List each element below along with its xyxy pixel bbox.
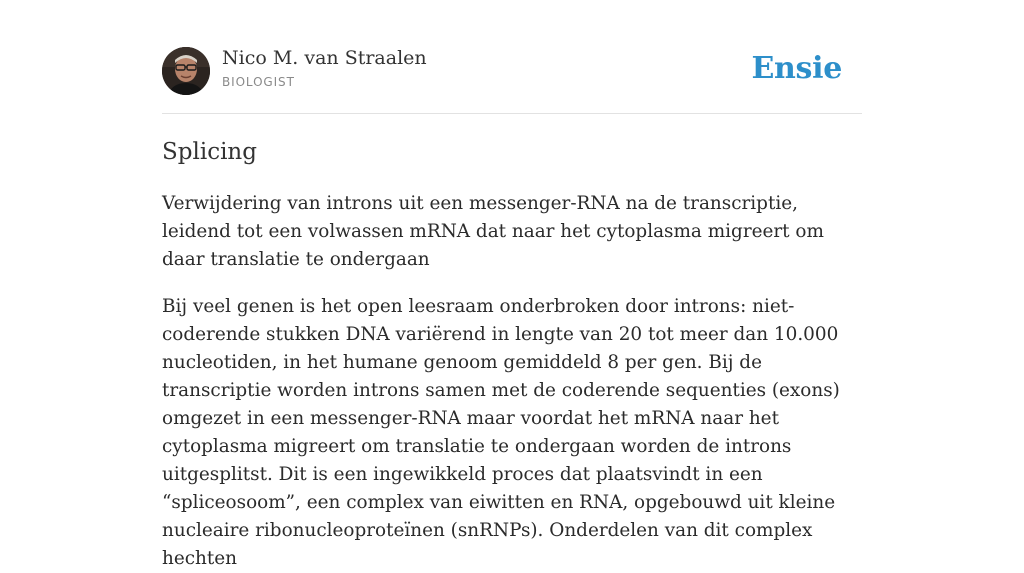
article-definition: Verwijdering van introns uit een messenger-RNA na de transcriptie, leidend tot een volwassen mRNA dat naar het cytoplasma migreert om daar translatie te ondergaan — [162, 193, 824, 270]
article-page — [162, 0, 862, 569]
author-avatar[interactable] — [162, 47, 210, 95]
avatar-photo — [162, 47, 210, 95]
author-header — [162, 0, 862, 114]
author-name[interactable]: Nico M. van Straalen — [222, 47, 427, 69]
article-body: Bij veel genen is het open leesraam onderbroken door introns: niet-coderende stukken DNA variërend in lengte van 20 tot meer dan 10.000 nucleotiden, in het humane genoom gemiddeld 8 per gen. Bij de transcriptie worden introns samen met de coderende sequenties (exons) omgezet in een messenger-RNA maar voordat het mRNA naar het cytoplasma migreert om translatie te ondergaan worden de introns uitgesplitst. Dit is een ingewikkeld proces dat plaatsvindt in een “spliceosoom”, een complex van eiwitten en RNA, opgebouwd uit kleine nucleaire ribonucleoproteïnen (snRNPs). Onderdelen van dit complex hechten — [162, 296, 840, 569]
author-role: BIOLOGIST — [222, 75, 295, 89]
article-title: Splicing — [162, 139, 257, 165]
ensie-logo[interactable]: Ensie — [751, 51, 842, 86]
